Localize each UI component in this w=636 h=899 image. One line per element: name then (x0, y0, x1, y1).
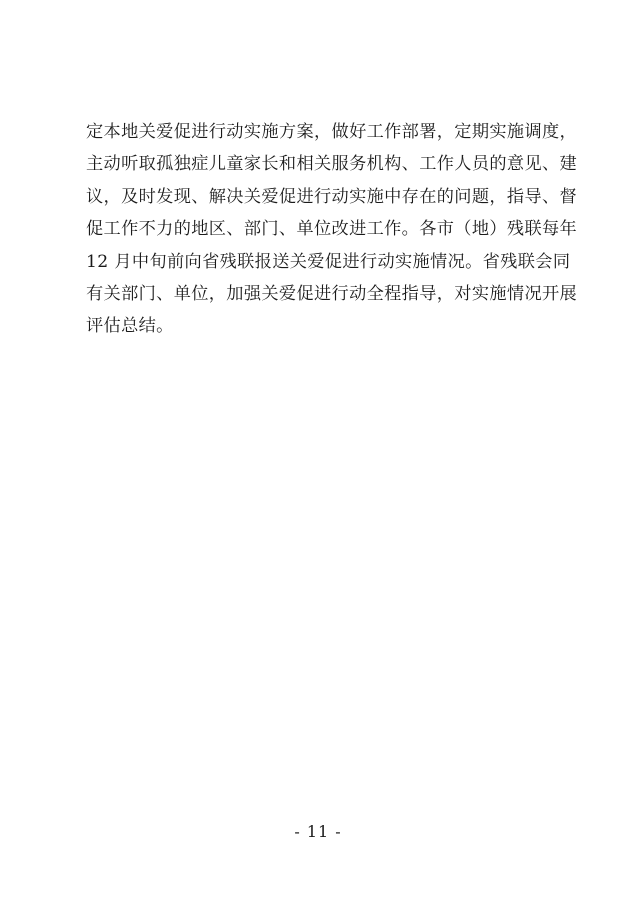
body-paragraph (86, 116, 578, 343)
paragraph-line-3: 议，及时发现、解决关爱促进行动实施中存在的问题，指导、督 (86, 186, 578, 207)
paragraph-line-4: 促工作不力的地区、部门、单位改进工作。各市（地）残联每年 (86, 219, 578, 240)
paragraph-line-5: 12 月中旬前向省残联报送关爱促进行动实施情况。省残联会同 (86, 251, 571, 272)
paragraph-line-1: 定本地关爱促进行动实施方案，做好工作部署，定期实施调度， (86, 122, 578, 142)
paragraph-line-7: 评估总结。 (86, 316, 174, 337)
paragraph-line-6: 有关部门、单位，加强关爱促进行动全程指导，对实施情况开展 (86, 283, 578, 304)
page-number: - 11 - (294, 822, 342, 841)
paragraph-line-2: 主动听取孤独症儿童家长和相关服务机构、工作人员的意见、建 (86, 154, 578, 175)
